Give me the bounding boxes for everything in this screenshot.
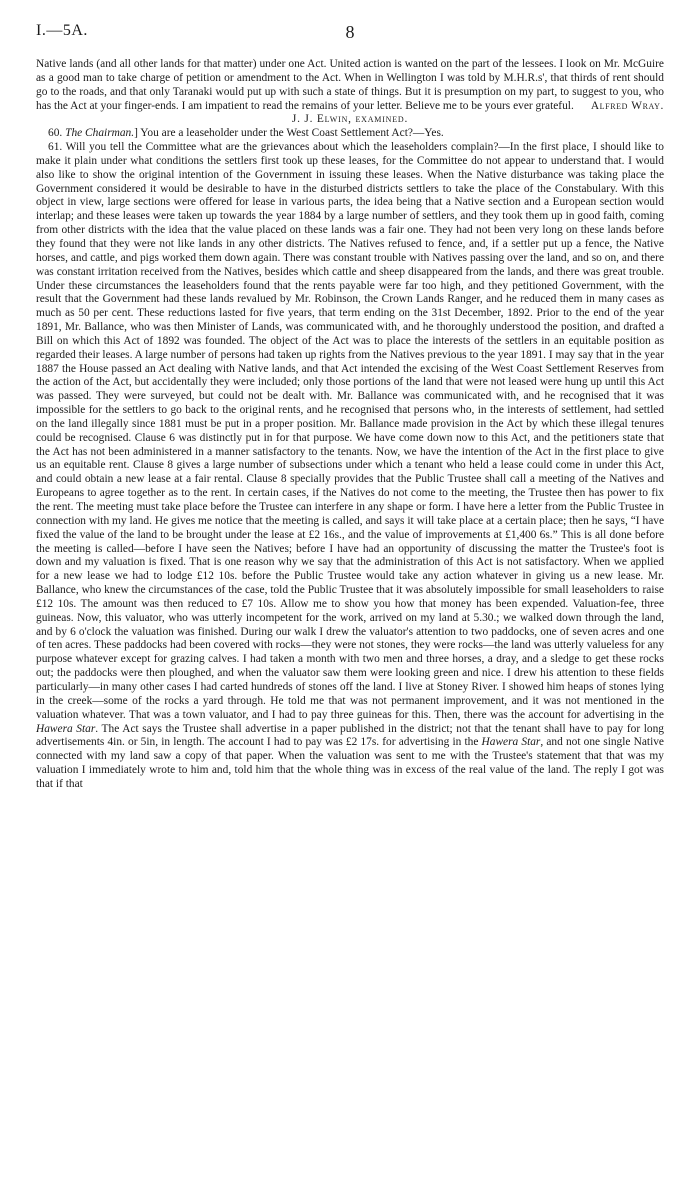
newspaper-name: Hawera Star: [481, 736, 541, 749]
letter-text: Native lands (and all other lands for that matter) under one Act. United action is wanted on the part of the lessees. I look on Mr. McGuire as a good man to take charge of petition or amendment to the Act. When in Wellington I was told by M.H.R.s', that thirds of rent should go to the roads, and that only Taranaki would put up with such a state of things. But it is presumption on my part, to suggest to you, who has the Act at your finger-ends. I am impatient to read the remains of your letter. Believe me to be yours ever grateful.: [36, 58, 664, 112]
question-61-text-part3: , and not one single Native connected with my land saw a copy of that paper. When the valuation was sent to me with the Trustee's statement that that was my valuation I immediately wrote to him and, told him that the whole thing was in excess of the real value of the land. The reply I got was that if that: [36, 736, 664, 790]
page-number: 8: [345, 22, 355, 42]
document-body: [36, 58, 664, 792]
newspaper-name: Hawera Star: [36, 722, 96, 735]
question-60: [36, 127, 664, 141]
letter-paragraph: [36, 58, 664, 113]
question-60-number: 60.: [48, 127, 63, 140]
question-60-speaker: The Chairman.: [65, 127, 135, 140]
question-61-text-part1: 61. Will you tell the Committee what are the grievances about which the leaseholders complain?—In the first place, I should like to make it plain under what conditions the settlers first took up these leases, for the Committee do not appear to understand that. I would also like to show the original intention of the Government in issuing these leases. When the Native disturbance was taking place the Government considered it would be desirable to have in the disturbed districts settlers to take the place of the Constabulary. With this object in view, large sections were offered for lease in various parts, the idea being that a Native section and a European section would interlap; and these leases were taken up towards the year 1884 by a large number of settlers, and they took them up in good faith, coming from other districts with the idea that the value placed on these lands was a fair one. They had not been very long on these lands before they found that they were not like lands in any other districts. The Natives refused to fence, and, if a settler put up a fence, the Native horses, and cattle, and pigs worked them down again. There was constant trouble with Natives passing over the land, and so on, and there was constant irritation received from the Natives, besides which cattle and sheep disappeared from the lands, and there was great trouble. Under these circumstances the leaseholders found that the rents payable were far too high, and they petitioned Government, with the result that the Government had these lands revalued by Mr. Robinson, the Crown Lands Ranger, and he reduced them in many cases as much as 50 per cent. These reductions lasted for five years, that term ending on the 31st December, 1892. Prior to the end of the year 1891, Mr. Ballance, who was then Minister of Lands, was communicated with, and he thoroughly understood the position, and drafted a Bill on which this Act of 1892 was founded. The object of the Act was to place the interests of the settlers in an equitable position as regarded their leases. A large number of persons had taken up rights from the Natives previous to the year 1891. I may say that in the year 1887 the House passed an Act dealing with Native lands, and that Act intended the excising of the West Coast Settlement Reserves from the action of the Act, but accidentally they were included; only those portions of the land that were not leased were hung up until this Act was passed. They were surveyed, but could not be dealt with. Mr. Ballance was communicated with, and he recognised that it was impossible for the settlers to go back to the original rents, and he recognised that persons who, in the interests of settlement, had settled on the land illegally since 1881 must be put in a proper position. Mr. Ballance made provision in the Act by which these illegal tenures could be recognised. Clause 6 was distinctly put in for that purpose. We have come down now to this Act, and the petitioners state that the Act has not been administered in a manner satisfactory to the tenants. Now, we have the intention of the Act in the first place to give us an equitable rent. Clause 8 gives a large number of subsections under which a tenant who held a lease could come in under this Act, and could obtain a new lease at a fair rental. Clause 8 specially provides that the Public Trustee shall call a meeting of the Natives and Europeans to agree together as to the rent. In certain cases, if the Natives do not come to the meeting, the Trustee then has power to fix the rent. The meeting must take place before the Trustee can interfere in any shape or form. I have here a letter from the Public Trustee in connection with my land. He gives me notice that the meeting is called, and says it will take place at a certain place; then he says, “I have fixed the value of the land to be brought under the lease at £2 16s., and the value of improvements at £1,400 6s.” This is all done before the meeting is called—before I have seen the Natives; before I have had an opportunity of discussing the matter the Trustee's foot is down and my valuation is fixed. That is one reason why we say that the administration of this Act is not satisfactory. When we applied for a new lease we had to lodge £12 10s. before the Public Trustee would take any action whatever in giving us a new lease. Mr. Ballance, who knew the circumstances of the case, told the Public Trustee that it was absolutely impossible for small leaseholders to raise £12 10s. The amount was then reduced to £7 10s. Allow me to show you how that money has been expended. Valuation-fee, three guineas. Now, this valuator, who was utterly incompetent for the work, arrived on my land at 5.30.; we walked down through the land, and by 6 o'clock the valuation was finished. During our walk I drew the valuator's attention to two paddocks, one of seven acres and one of ten acres. These paddocks had been covered with rocks—they were not stones, they were rocks—the land was utterly valueless for any purpose whatever except for grazing calves. I had taken a month with two men and three horses, a dray, and a sledge to get these rocks out; the paddocks were then ploughed, and when the valuator saw them were looking green and nice. I drew his attention to these fields particularly—in many other cases I had carted hundreds of stones off the land. I live at Stoney River. I showed him heaps of stones lying in the creek—some of the rocks a yard through. He told me that was not permanent improvement, and it was not mentioned in the valuation whatever. That was a town valuator, and I had to pay three guineas for this. Then, there was the account for advertising in the: [36, 141, 664, 721]
question-61: [36, 141, 664, 792]
question-61-text-part2: . The Act says the Trustee shall advertise in a paper published in the district; not that the tenant shall have to pay for long advertisements 4in. or 5in, in length. The account I had to pay was £2 17s. for advertising in the: [36, 722, 664, 749]
document-page: [36, 22, 664, 792]
letter-signature: Alfred Wray.: [590, 99, 664, 112]
document-reference: I.—5A.: [36, 22, 88, 39]
question-60-text: ] You are a leaseholder under the West Coast Settlement Act?—Yes.: [134, 127, 444, 140]
page-header: [36, 22, 664, 48]
witness-heading: J. J. Elwin, examined.: [291, 113, 409, 126]
